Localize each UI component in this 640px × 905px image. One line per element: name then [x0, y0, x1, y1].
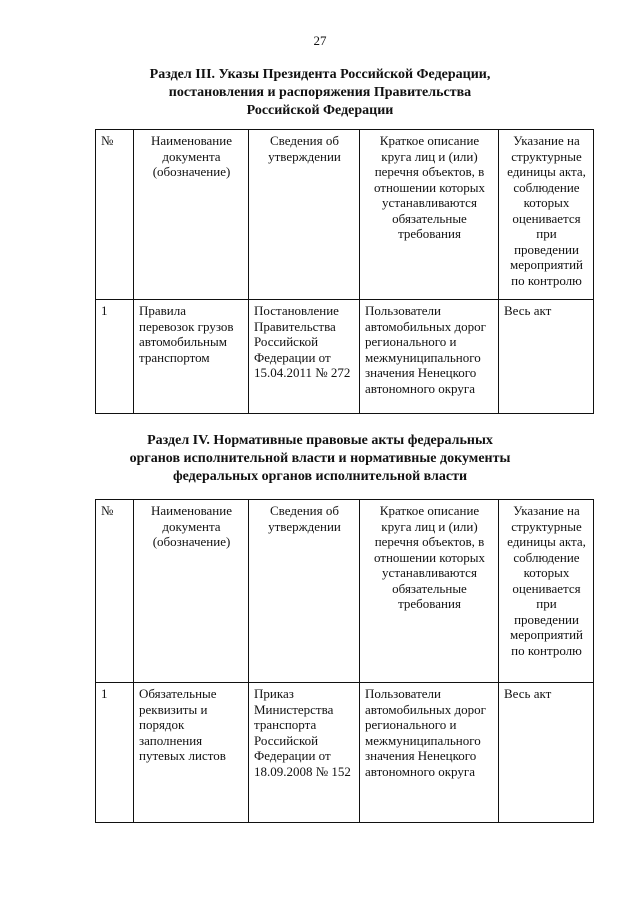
cell-number: 1 — [96, 300, 134, 414]
table-header-row — [96, 500, 594, 683]
header-description: Краткое описание круга лиц и (или) перечня объектов, в отношении которых устанавливаются обязательные требования — [360, 130, 499, 300]
header-number: № — [96, 500, 134, 683]
cell-document-name: Обязательные реквизиты и порядок заполнения путевых листов — [134, 683, 249, 823]
section-4-title-line: Раздел IV. Нормативные правовые акты федеральных — [147, 433, 493, 448]
table-header-row — [96, 130, 594, 300]
cell-description: Пользователи автомобильных дорог регионального и межмуниципального значения Ненецкого автономного округа — [360, 683, 499, 823]
header-description: Краткое описание круга лиц и (или) перечня объектов, в отношении которых устанавливаются обязательные требования — [360, 500, 499, 683]
table-row — [96, 683, 594, 823]
header-structural-units: Указание на структурные единицы акта, соблюдение которых оценивается при проведении мероприятий по контролю — [499, 500, 594, 683]
header-document-name: Наименование документа (обозначение) — [134, 130, 249, 300]
section-4-table — [95, 499, 594, 823]
section-3-title-line: Российской Федерации — [246, 103, 394, 118]
section-4-title-line: органов исполнительной власти и нормативные документы — [129, 451, 511, 466]
section-3-title-line: постановления и распоряжения Правительства — [168, 85, 472, 100]
cell-description: Пользователи автомобильных дорог регионального и межмуниципального значения Ненецкого автономного округа — [360, 300, 499, 414]
header-approval: Сведения об утверждении — [249, 500, 360, 683]
header-structural-units: Указание на структурные единицы акта, соблюдение которых оценивается при проведении мероприятий по контролю — [499, 130, 594, 300]
section-3-title — [0, 66, 640, 120]
table-row — [96, 300, 594, 414]
header-number: № — [96, 130, 134, 300]
cell-number: 1 — [96, 683, 134, 823]
cell-document-name: Правила перевозок грузов автомобильным транспортом — [134, 300, 249, 414]
section-3-title-line: Раздел III. Указы Президента Российской Федерации, — [149, 67, 491, 82]
page-number: 27 — [313, 33, 327, 48]
section-3-table — [95, 129, 594, 414]
section-4-title — [0, 432, 640, 486]
cell-structural-units: Весь акт — [499, 300, 594, 414]
cell-structural-units: Весь акт — [499, 683, 594, 823]
cell-approval: Постановление Правительства Российской Федерации от 15.04.2011 № 272 — [249, 300, 360, 414]
header-approval: Сведения об утверждении — [249, 130, 360, 300]
section-4-title-line: федеральных органов исполнительной власти — [172, 469, 468, 484]
cell-approval: Приказ Министерства транспорта Российской Федерации от 18.09.2008 № 152 — [249, 683, 360, 823]
header-document-name: Наименование документа (обозначение) — [134, 500, 249, 683]
